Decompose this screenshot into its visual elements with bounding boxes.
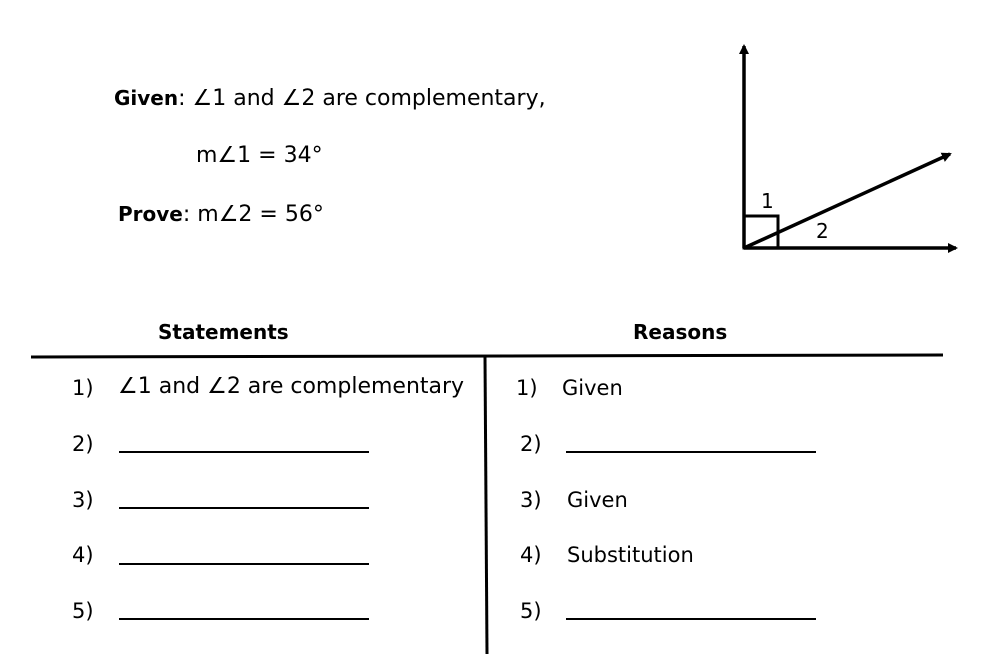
reason-blank-5[interactable]	[566, 618, 816, 620]
reasons-header: Reasons	[633, 320, 728, 344]
given-statement-2: m∠1 = 34°	[196, 143, 323, 168]
statement-text-1: ∠1 and ∠2 are complementary	[118, 374, 465, 399]
reason-text-4: Substitution	[567, 543, 694, 567]
statement-blank-2[interactable]	[119, 451, 369, 453]
given-label: Given	[114, 86, 179, 110]
statement-num-4: 4)	[72, 543, 94, 567]
prove-statement: : m∠2 = 56°	[182, 202, 324, 227]
statement-blank-5[interactable]	[119, 618, 369, 620]
statements-header: Statements	[158, 320, 289, 344]
statement-blank-3[interactable]	[119, 507, 369, 509]
angle-1-label: 2	[816, 219, 829, 243]
statement-num-5: 5)	[72, 599, 94, 623]
column-divider	[485, 357, 487, 654]
given-statement-1: : ∠1 and ∠2 are complementary,	[178, 86, 546, 111]
reason-num-4: 4)	[520, 543, 542, 567]
statement-num-1: 1)	[72, 376, 94, 400]
reason-num-3: 3)	[520, 488, 542, 512]
reason-num-2: 2)	[520, 432, 542, 456]
header-divider	[31, 355, 943, 357]
reason-blank-2[interactable]	[566, 451, 816, 453]
reason-text-1: Given	[562, 376, 623, 400]
reason-text-3: Given	[567, 488, 628, 512]
statement-num-3: 3)	[72, 488, 94, 512]
statement-num-2: 2)	[72, 432, 94, 456]
prove-label: Prove	[118, 202, 183, 226]
reason-num-5: 5)	[520, 599, 542, 623]
angle-2-label: 1	[761, 189, 774, 213]
statement-blank-4[interactable]	[119, 563, 369, 565]
reason-num-1: 1)	[516, 376, 538, 400]
